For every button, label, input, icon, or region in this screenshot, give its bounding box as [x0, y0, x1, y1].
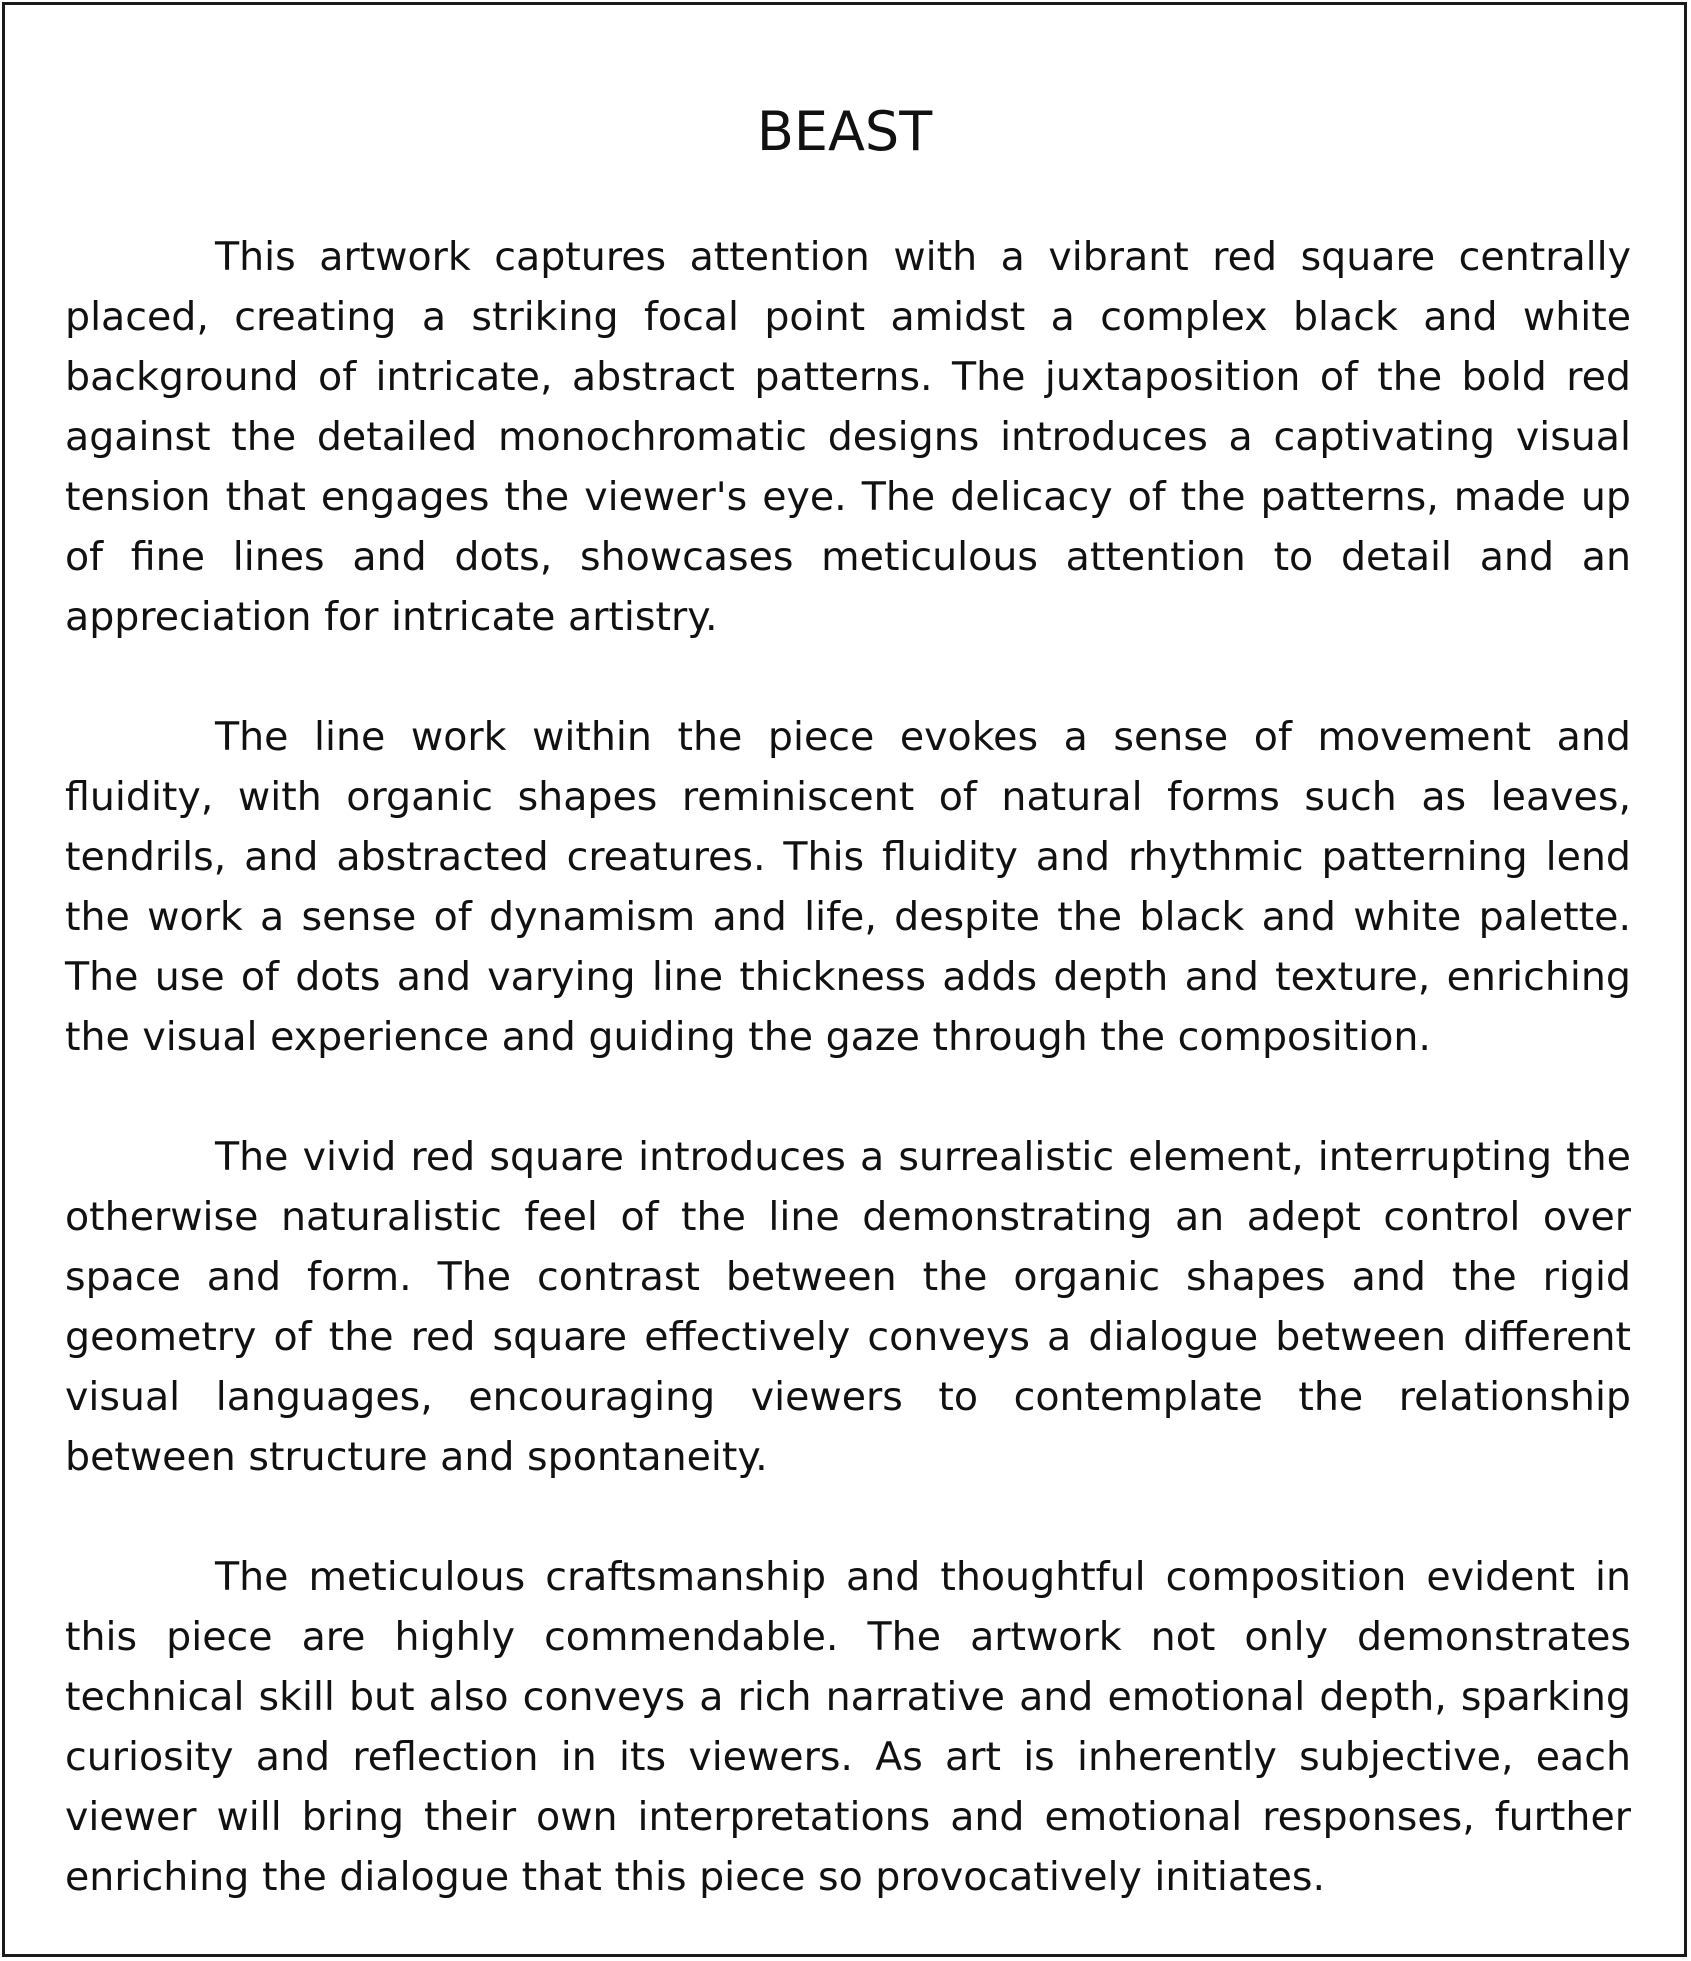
- paragraph-4: The meticulous craftsmanship and thoughtful composition evident in this piece are highly commendable. The artwork not only demonstrates technical skill but also conveys a rich narrative and emotional depth, sparking curiosity and reflection in its viewers. As art is inherently subjective, each viewer will bring their own interpretations and emotional responses, further enriching the dialogue that this piece so provocatively initiates.: [65, 1554, 1631, 1900]
- document-body: [65, 227, 1631, 1907]
- paragraph-2: The line work within the piece evokes a sense of movement and fluidity, with organic shapes reminiscent of natural forms such as leaves, tendrils, and abstracted creatures. This fluidity and rhythmic patterning lend the work a sense of dynamism and life, despite the black and white palette. The use of dots and varying line thickness adds depth and texture, enriching the visual experience and guiding the gaze through the composition.: [65, 714, 1631, 1060]
- paragraph-1: This artwork captures attention with a vibrant red square centrally placed, creating a striking focal point amidst a complex black and white background of intricate, abstract patterns. The juxtaposition of the bold red against the detailed monochromatic designs introduces a captivating visual tension that engages the viewer's eye. The delicacy of the patterns, made up of fine lines and dots, showcases meticulous attention to detail and an appreciation for intricate artistry.: [65, 234, 1631, 640]
- document-frame: [2, 2, 1687, 1957]
- paragraph-3: The vivid red square introduces a surrealistic element, interrupting the otherwise naturalistic feel of the line demonstrating an adept control over space and form. The contrast between the organic shapes and the rigid geometry of the red square effectively conveys a dialogue between different visual languages, encouraging viewers to contemplate the relationship between structure and spontaneity.: [65, 1134, 1631, 1480]
- document-title: BEAST: [756, 100, 933, 163]
